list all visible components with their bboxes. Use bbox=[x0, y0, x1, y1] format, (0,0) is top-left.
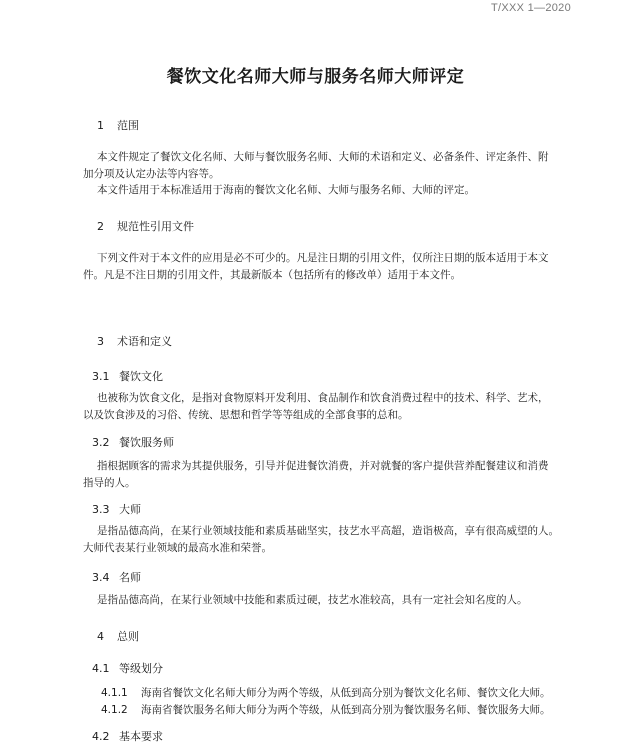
subsection-4-2-title: 基本要求 bbox=[119, 730, 163, 743]
section-1-paragraph-2 bbox=[97, 182, 475, 199]
subsection-3-3-title: 大师 bbox=[119, 503, 141, 516]
subsection-3-3-number: 3.3 bbox=[92, 503, 110, 516]
subsection-3-2-paragraph bbox=[83, 458, 549, 492]
section-2-p1-line-2: 件。凡是不注日期的引用文件，其最新版本（包括所有的修改单）适用于本文件。 bbox=[83, 269, 461, 281]
section-3-title: 术语和定义 bbox=[117, 335, 172, 348]
section-4-title: 总则 bbox=[117, 630, 139, 643]
section-1-paragraph-1 bbox=[83, 149, 549, 183]
section-2-title: 规范性引用文件 bbox=[117, 220, 194, 233]
subsection-3-4-title: 名师 bbox=[119, 571, 141, 584]
subsection-4-2-heading bbox=[92, 728, 163, 744]
subsection-3-1-paragraph bbox=[83, 390, 549, 424]
section-3-heading bbox=[97, 333, 172, 349]
subsection-3-3-heading bbox=[92, 501, 141, 517]
subsection-3-3-line-1: 是指品德高尚，在某行业领域技能和素质基础坚实，技艺水平高超，造诣极高，享有很高威望的人。 bbox=[97, 525, 559, 537]
subsection-4-1-number: 4.1 bbox=[92, 662, 110, 675]
subsection-3-1-title: 餐饮文化 bbox=[119, 370, 163, 383]
section-1-p2-line-1: 本文件适用于本标准适用于海南的餐饮文化名师、大师与服务名师、大师的评定。 bbox=[97, 184, 475, 196]
section-1-heading bbox=[97, 117, 139, 133]
subsection-3-4-number: 3.4 bbox=[92, 571, 110, 584]
item-4-1-2-number: 4.1.2 bbox=[101, 704, 128, 716]
subsection-4-2-number: 4.2 bbox=[92, 730, 110, 743]
item-4-1-2-text: 海南省餐饮服务名师大师分为两个等级，从低到高分别为餐饮服务名师、餐饮服务大师。 bbox=[141, 704, 551, 716]
subsection-3-1-line-2: 以及饮食涉及的习俗、传统、思想和哲学等等组成的全部食事的总和。 bbox=[83, 409, 409, 421]
section-2-heading bbox=[97, 218, 194, 234]
section-2-p1-line-1: 下列文件对于本文件的应用是必不可少的。凡是注日期的引用文件，仅所注日期的版本适用于本文 bbox=[97, 252, 549, 264]
subsection-3-4-paragraph bbox=[97, 592, 528, 609]
item-4-1-1-number: 4.1.1 bbox=[101, 687, 128, 699]
section-4-number: 4 bbox=[97, 630, 104, 643]
subsection-4-1-heading bbox=[92, 660, 163, 676]
section-1-number: 1 bbox=[97, 119, 104, 132]
section-2-paragraph-1 bbox=[83, 250, 549, 284]
section-1-title: 范围 bbox=[117, 119, 139, 132]
subsection-4-1-title: 等级划分 bbox=[119, 662, 163, 675]
section-1-p1-line-1: 本文件规定了餐饮文化名师、大师与餐饮服务名师、大师的术语和定义、必备条件、评定条件、附 bbox=[97, 151, 549, 163]
section-2-number: 2 bbox=[97, 220, 104, 233]
subsection-3-4-line-1: 是指品德高尚，在某行业领域中技能和素质过硬，技艺水准较高，具有一定社会知名度的人。 bbox=[97, 594, 528, 606]
section-3-number: 3 bbox=[97, 335, 104, 348]
subsection-3-3-paragraph bbox=[83, 523, 559, 557]
section-4-heading bbox=[97, 628, 139, 644]
subsection-3-2-line-1: 指根据顾客的需求为其提供服务，引导并促进餐饮消费，并对就餐的客户提供营养配餐建议和消费 bbox=[97, 460, 549, 472]
subsection-3-2-line-2: 指导的人。 bbox=[83, 477, 136, 489]
document-title: 餐饮文化名师大师与服务名师大师评定 bbox=[166, 67, 465, 87]
item-4-1-1 bbox=[101, 685, 551, 700]
item-4-1-1-text: 海南省餐饮文化名师大师分为两个等级，从低到高分别为餐饮文化名师、餐饮文化大师。 bbox=[141, 687, 551, 699]
subsection-3-3-line-2: 大师代表某行业领域的最高水准和荣誉。 bbox=[83, 542, 272, 554]
subsection-3-1-line-1: 也被称为饮食文化，是指对食物原料开发利用、食品制作和饮食消费过程中的技术、科学、艺术， bbox=[97, 392, 549, 404]
subsection-3-1-number: 3.1 bbox=[92, 370, 110, 383]
item-4-1-2 bbox=[101, 702, 551, 717]
subsection-3-1-heading bbox=[92, 368, 163, 384]
document-code: T/XXX 1—2020 bbox=[490, 2, 571, 14]
subsection-3-2-title: 餐饮服务师 bbox=[119, 436, 174, 449]
subsection-3-4-heading bbox=[92, 569, 141, 585]
subsection-3-2-heading bbox=[92, 434, 174, 450]
section-1-p1-line-2: 加分项及认定办法等内容等。 bbox=[83, 168, 220, 180]
subsection-3-2-number: 3.2 bbox=[92, 436, 110, 449]
